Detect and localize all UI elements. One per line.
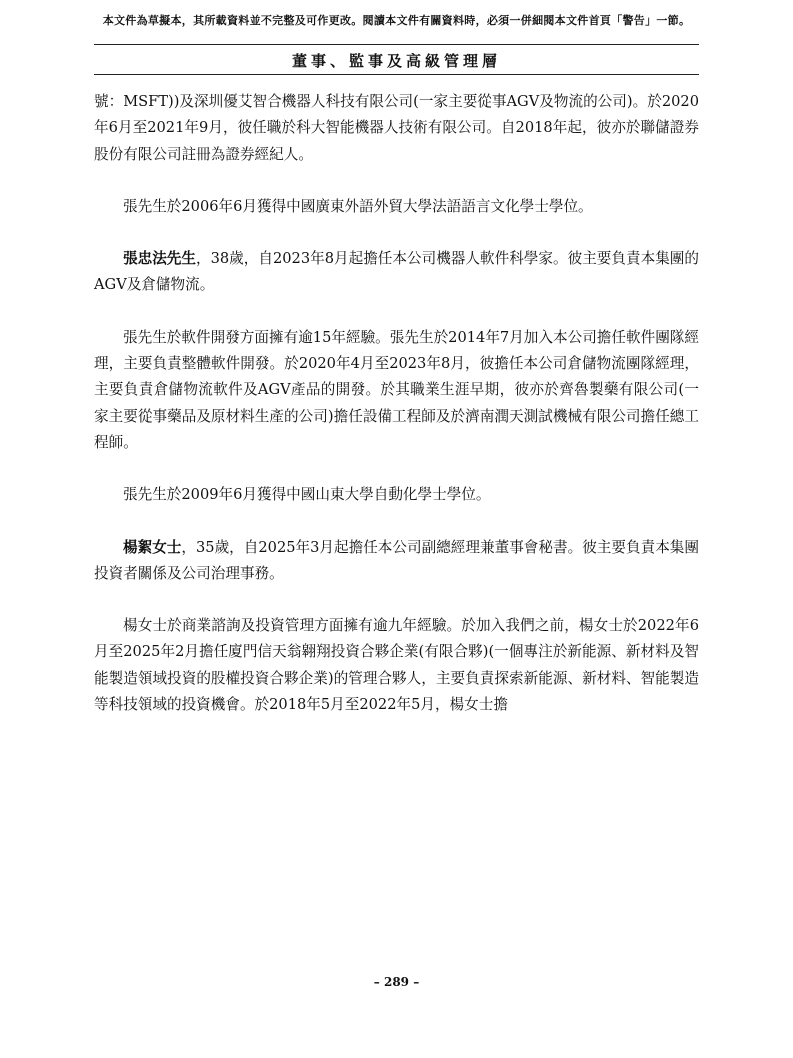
page-number: – 289 – <box>373 975 420 989</box>
paragraph-text: 號：MSFT))及深圳優艾智合機器人科技有限公司(一家主要從事AGV及物流的公司)。於2020年6月至2021年9月，彼任職於科大智能機器人技術有限公司。自2018年起，彼亦於聯儲證券股份有限公司註冊為證券經紀人。 <box>94 93 699 163</box>
person-name: 張忠法先生 <box>123 250 196 268</box>
header-rule-bottom <box>94 74 699 75</box>
paragraph-education-zhang-1 <box>94 194 699 220</box>
paragraph-bio-zhang-zhongfa <box>94 246 699 299</box>
paragraph-continuation <box>94 89 699 168</box>
section-title: 董事、監事及高級管理層 <box>291 52 501 70</box>
paragraph-text: 張先生於軟件開發方面擁有逾15年經驗。張先生於2014年7月加入本公司擔任軟件團隊經理，主要負責整體軟件開發。於2020年4月至2023年8月，彼擔任本公司倉儲物流團隊經理，主要負責倉儲物流軟件及AGV產品的開發。於其職業生涯早期，彼亦於齊魯製藥有限公司(一家主要從事藥品及原材料生產的公司)擔任設備工程師及於濟南潤天測試機械有限公司擔任總工程師。 <box>94 328 699 451</box>
paragraph-experience-yang <box>94 613 699 718</box>
paragraph-text: 張先生於2006年6月獲得中國廣東外語外貿大學法語語言文化學士學位。 <box>123 197 593 215</box>
paragraph-text: 楊女士於商業諮詢及投資管理方面擁有逾九年經驗。於加入我們之前，楊女士於2022年6月至2025年2月擔任廈門信天翁翱翔投資合夥企業(有限合夥)(一個專注於新能源、新材料及智能製造領域投資的股權投資合夥企業)的管理合夥人，主要負責探索新能源、新材料、智能製造等科技領域的投資機會。於2018年5月至2022年5月，楊女士擔 <box>94 617 699 714</box>
paragraph-experience-zhang <box>94 325 699 456</box>
person-name: 楊絮女士 <box>123 538 182 556</box>
paragraph-education-zhang-2 <box>94 482 699 508</box>
header-rule-top <box>94 44 699 45</box>
paragraph-text: 張先生於2009年6月獲得中國山東大學自動化學士學位。 <box>123 486 491 504</box>
document-body <box>94 89 699 718</box>
paragraph-text: ，38歲，自2023年8月起擔任本公司機器人軟件科學家。彼主要負責本集團的AGV及倉儲物流。 <box>94 250 699 294</box>
warning-banner: 本文件為草擬本，其所載資料並不完整及可作更改。閱讀本文件有關資料時，必須一併細閱本文件首頁「警告」一節。 <box>102 14 691 27</box>
paragraph-text: ，35歲，自2025年3月起擔任本公司副總經理兼董事會秘書。彼主要負責本集團投資者關係及公司治理事務。 <box>94 538 699 582</box>
paragraph-bio-yang-xu <box>94 535 699 588</box>
